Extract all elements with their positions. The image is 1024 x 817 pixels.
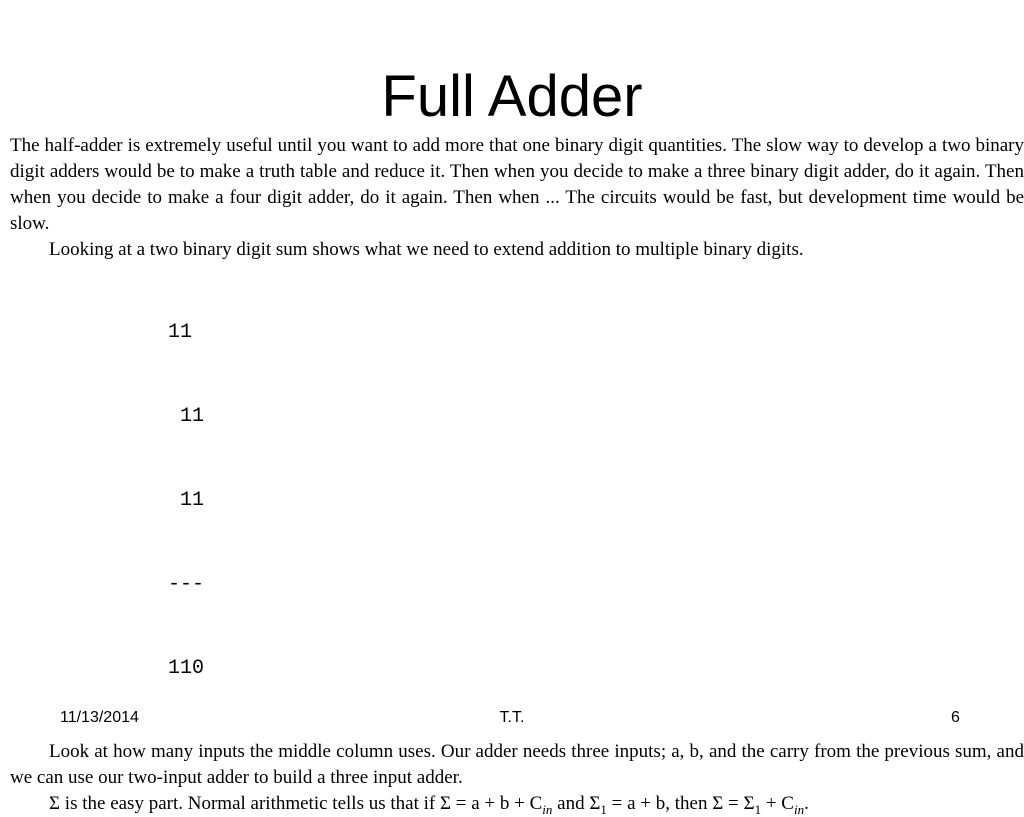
paragraph-sigma-equation [10,791,1024,817]
paragraph-three-inputs: Look at how many inputs the middle column uses. Our adder needs three inputs; a, b, and the carry from the previous sum, and we can use our two-input adder to build a three input adder. [10,741,1024,788]
sum-line-addend-1: 11 [168,321,193,344]
sum-line-result: 110 [168,657,205,680]
sigma-text-3: = a + b, then Σ = Σ [606,793,755,814]
subscript-one-1: 1 [600,801,607,817]
subscript-in-2: in [793,801,805,817]
sum-line-separator: --- [168,573,205,596]
paragraph-two-digit-sum: Looking at a two binary digit sum shows what we need to extend addition to multiple binary digits. [49,239,804,260]
footer-page-number: 6 [951,709,960,726]
sigma-text-2: and Σ [552,793,601,814]
sigma-text-1: Σ is the easy part. Normal arithmetic tells us that if Σ = a + b + C [49,793,543,814]
sum-line-addend-3: 11 [168,489,205,512]
footer-date: 11/13/2014 [60,709,139,726]
subscript-one-2: 1 [754,801,762,817]
binary-sum-example [168,263,1024,739]
sigma-text-4: + C [761,793,794,814]
footer-author: T.T. [499,709,525,726]
slide-title: Full Adder [381,64,643,129]
sigma-text-5: . [804,793,809,814]
subscript-in-1: in [542,801,553,817]
sum-line-addend-2: 11 [168,405,205,428]
paragraph-half-adder-intro: The half-adder is extremely useful until you want to add more that one binary digit quantities. The slow way to develop a two binary digit adders would be to make a truth table and reduce it. Then when you decide to make a three binary digit adder, do it again. Then when you decide to make a four digit adder, do it again. Then when ... The circuits would be fast, but development time would be slow. [10,135,1024,234]
